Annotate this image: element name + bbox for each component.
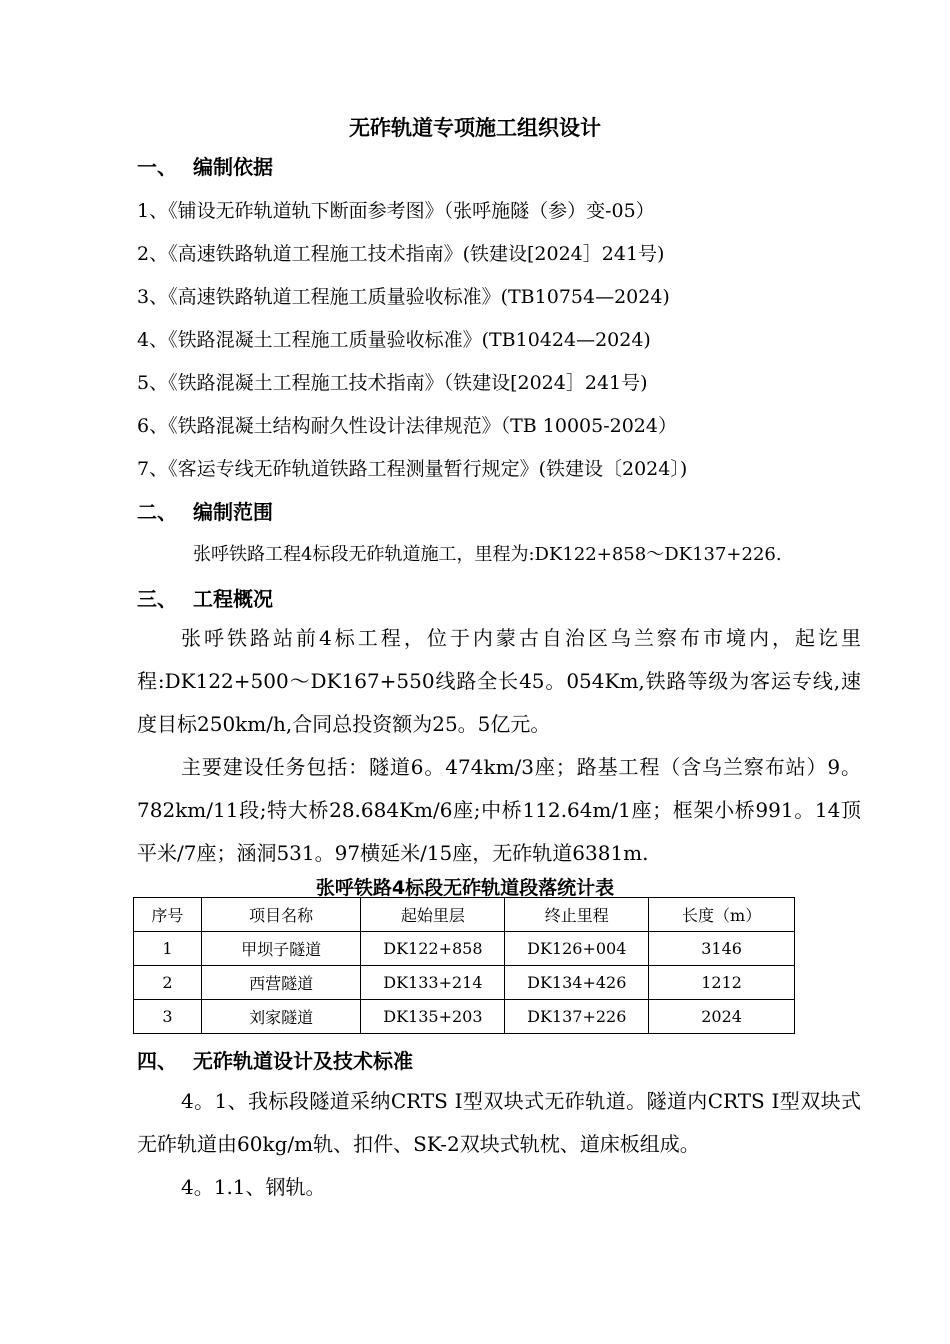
section-title: 编制依据 (193, 155, 273, 179)
table-header-cell: 序号 (134, 898, 202, 932)
table-cell: DK126+004 (505, 932, 649, 966)
design-paragraph: 4。1、我标段隧道采纳CRTS Ⅰ型双块式无砟轨道。隧道内CRTS Ⅰ型双块式无砟轨道由60kg/m轨、扣件、SK-2双块式轨枕、道床板组成。 (137, 1089, 861, 1156)
reference-item: 5、《铁路混凝土工程施工技术指南》（铁建设[2024］241号) (137, 372, 648, 394)
table-cell: 3146 (649, 932, 795, 966)
table-header-cell: 项目名称 (201, 898, 361, 932)
reference-item: 6、《铁路混凝土结构耐久性设计法律规范》（TB 10005-2024） (137, 415, 677, 437)
scope-text: 张呼铁路工程4标段无砟轨道施工，里程为:DK122+858～DK137+226. (193, 544, 782, 565)
table-cell: DK133+214 (361, 966, 505, 1000)
table-header-cell: 长度（m） (649, 898, 795, 932)
table-cell: 1212 (649, 966, 795, 1000)
table-cell: DK122+858 (361, 932, 505, 966)
document-title: 无砟轨道专项施工组织设计 (349, 116, 601, 140)
section-number: 二、 (137, 500, 177, 524)
table-cell: 甲坝子隧道 (201, 932, 361, 966)
reference-item: 2、《高速铁路轨道工程施工技术指南》(铁建设[2024］241号) (137, 243, 665, 265)
table-cell: 刘家隧道 (201, 1000, 361, 1034)
table-cell: 西营隧道 (201, 966, 361, 1000)
table-cell: DK135+203 (361, 1000, 505, 1034)
table-caption: 张呼铁路4标段无砟轨道段落统计表 (315, 877, 615, 899)
section-heading-design (137, 1045, 413, 1074)
section-heading-basis (137, 151, 273, 180)
table-row (134, 966, 795, 1000)
table-header-cell: 起始里层 (361, 898, 505, 932)
reference-item: 1、《铺设无砟轨道轨下断面参考图》（张呼施隧（参）变-05） (137, 200, 655, 222)
section-title: 工程概况 (193, 587, 273, 611)
section-title: 无砟轨道设计及技术标准 (193, 1049, 413, 1073)
overview-paragraph: 主要建设任务包括：隧道6。474km/3座；路基工程（含乌兰察布站）9。782km/11段;特大桥28.684Km/6座;中桥112.64m/1座；框架小桥991。14顶平米/7座；涵洞531。97横延米/15座，无砟轨道6381m. (137, 755, 861, 865)
table-cell: 2 (134, 966, 202, 1000)
overview-paragraph: 张呼铁路站前4标工程，位于内蒙古自治区乌兰察布市境内，起讫里程:DK122+500～DK167+550线路全长45。054Km,铁路等级为客运专线,速度目标250km/h,合同总投资额为25。5亿元。 (137, 626, 861, 736)
design-subheading: 4。1.1、钢轨。 (181, 1175, 326, 1199)
section-title: 编制范围 (193, 500, 273, 524)
table-row (134, 1000, 795, 1034)
segment-table (133, 897, 795, 1034)
reference-item: 3、《高速铁路轨道工程施工质量验收标准》(TB10754—2024) (137, 286, 670, 308)
table-header-cell: 终止里程 (505, 898, 649, 932)
table-cell: DK134+426 (505, 966, 649, 1000)
section-number: 四、 (137, 1049, 177, 1073)
section-heading-overview (137, 583, 273, 612)
table-cell: 1 (134, 932, 202, 966)
table-row (134, 932, 795, 966)
section-heading-scope (137, 496, 273, 525)
section-number: 一、 (137, 155, 177, 179)
section-number: 三、 (137, 587, 177, 611)
reference-item: 4、《铁路混凝土工程施工质量验收标准》(TB10424—2024) (137, 329, 651, 351)
table-cell: DK137+226 (505, 1000, 649, 1034)
table-cell: 2024 (649, 1000, 795, 1034)
table-cell: 3 (134, 1000, 202, 1034)
reference-item: 7、《客运专线无砟轨道铁路工程测量暂行规定》(铁建设〔2024〕) (137, 458, 688, 480)
table-header-row (134, 898, 795, 932)
